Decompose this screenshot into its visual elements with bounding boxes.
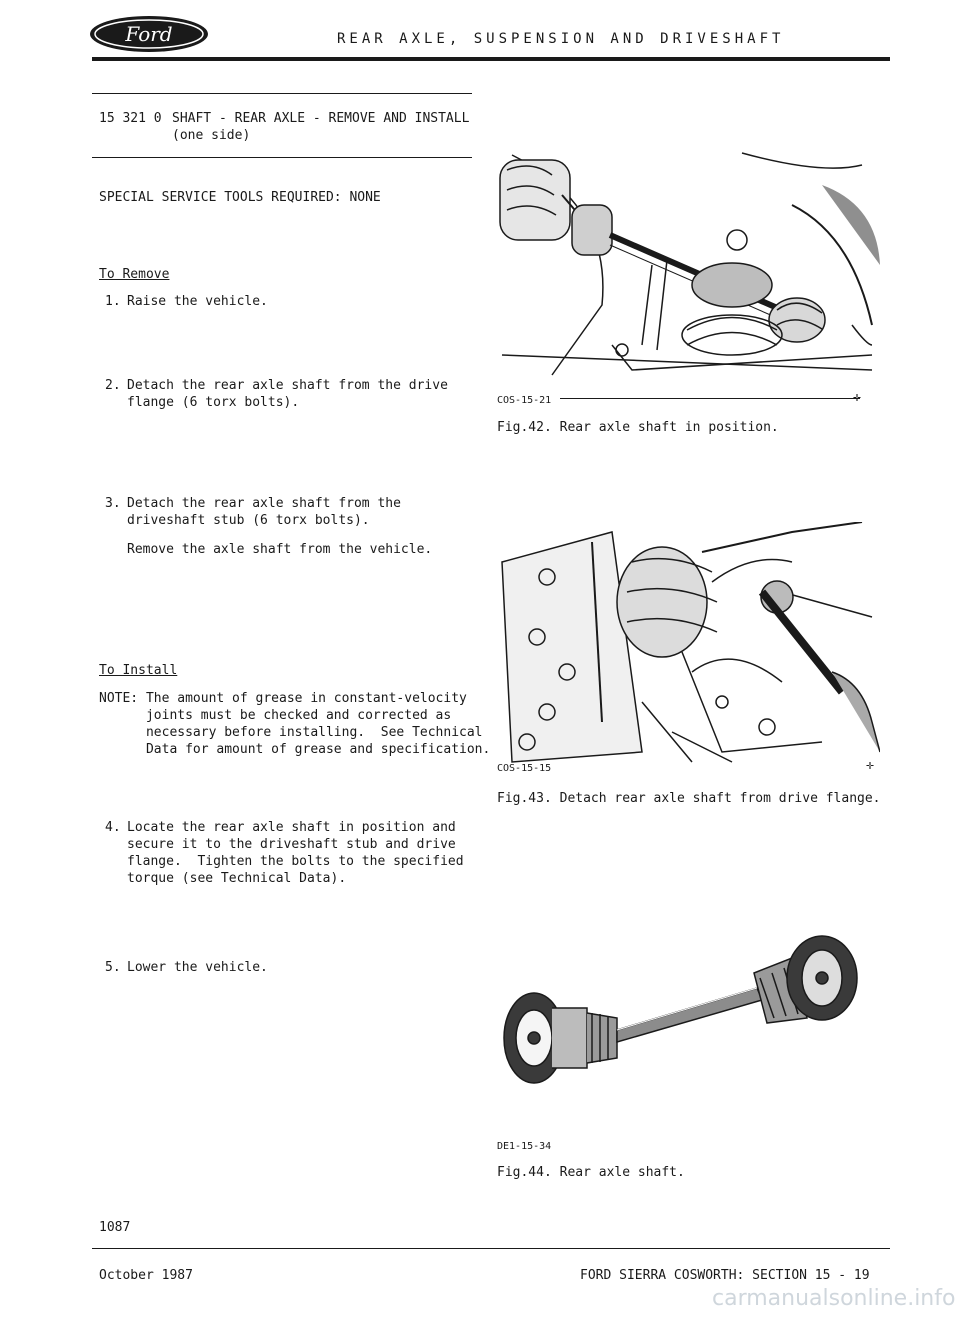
step-5-number: 5. [105, 960, 121, 975]
figure-42-caption: Fig.42. Rear axle shaft in position. [497, 420, 779, 435]
figure-44-code: DE1-15-34 [497, 1141, 552, 1152]
step-1-line-1: Raise the vehicle. [127, 294, 268, 309]
install-note-line-3: necessary before installing. See Technical [99, 725, 483, 740]
title-rule-top [92, 93, 472, 94]
tools-line: SPECIAL SERVICE TOOLS REQUIRED: NONE [99, 190, 381, 205]
footer-date: October 1987 [99, 1268, 193, 1283]
operation-code: 15 321 0 [99, 111, 162, 126]
ford-logo [88, 14, 210, 54]
figure-44-illustration [492, 918, 880, 1133]
figure-42-illustration [492, 145, 880, 385]
figure-43-illustration [492, 522, 880, 772]
figure-43-caption: Fig.43. Detach rear axle shaft from drive flange. [497, 791, 881, 806]
step-4-number: 4. [105, 820, 121, 835]
watermark-text: carmanualsonline.info [712, 1286, 956, 1311]
step-2-line-1: Detach the rear axle shaft from the drive [127, 378, 448, 393]
figure-44-caption: Fig.44. Rear axle shaft. [497, 1165, 685, 1180]
remove-heading: To Remove [99, 267, 170, 282]
header-rule [92, 57, 890, 61]
install-heading: To Install [99, 663, 178, 678]
install-note-line-2: joints must be checked and corrected as [99, 708, 452, 723]
figure-42-code: COS-15-21 [497, 395, 552, 406]
footer-rule [92, 1248, 890, 1249]
step-1-number: 1. [105, 294, 121, 309]
page-header-title: REAR AXLE, SUSPENSION AND DRIVESHAFT [337, 31, 785, 47]
operation-subtitle: (one side) [172, 128, 251, 143]
step-2-number: 2. [105, 378, 121, 393]
ford-logo-text: Ford [125, 22, 173, 46]
install-note-line-1: NOTE: The amount of grease in constant-velocity [99, 691, 467, 706]
operation-title: SHAFT - REAR AXLE - REMOVE AND INSTALL [172, 111, 470, 126]
step-4-line-4: torque (see Technical Data). [127, 871, 347, 886]
step-3-number: 3. [105, 496, 121, 511]
footer-section: FORD SIERRA COSWORTH: SECTION 15 - 19 [580, 1268, 870, 1283]
page-number: 1087 [99, 1220, 131, 1235]
step-4-line-1: Locate the rear axle shaft in position and [127, 820, 456, 835]
step-2-line-2: flange (6 torx bolts). [127, 395, 300, 410]
step-5-line-1: Lower the vehicle. [127, 960, 268, 975]
install-note-line-4: Data for amount of grease and specification. [99, 742, 491, 757]
figure-42-baseline [560, 398, 860, 399]
step-3-line-1: Detach the rear axle shaft from the [127, 496, 401, 511]
step-4-line-2: secure it to the driveshaft stub and drive [127, 837, 456, 852]
figure-42-plus-icon: ✛ [853, 390, 861, 405]
figure-43-code: COS-15-15 [497, 763, 552, 774]
step-4-line-3: flange. Tighten the bolts to the specified [127, 854, 464, 869]
step-3-line-2: driveshaft stub (6 torx bolts). [127, 513, 370, 528]
remove-extra: Remove the axle shaft from the vehicle. [127, 542, 433, 557]
figure-43-plus-icon: ✛ [866, 758, 874, 773]
title-rule-bottom [92, 157, 472, 158]
